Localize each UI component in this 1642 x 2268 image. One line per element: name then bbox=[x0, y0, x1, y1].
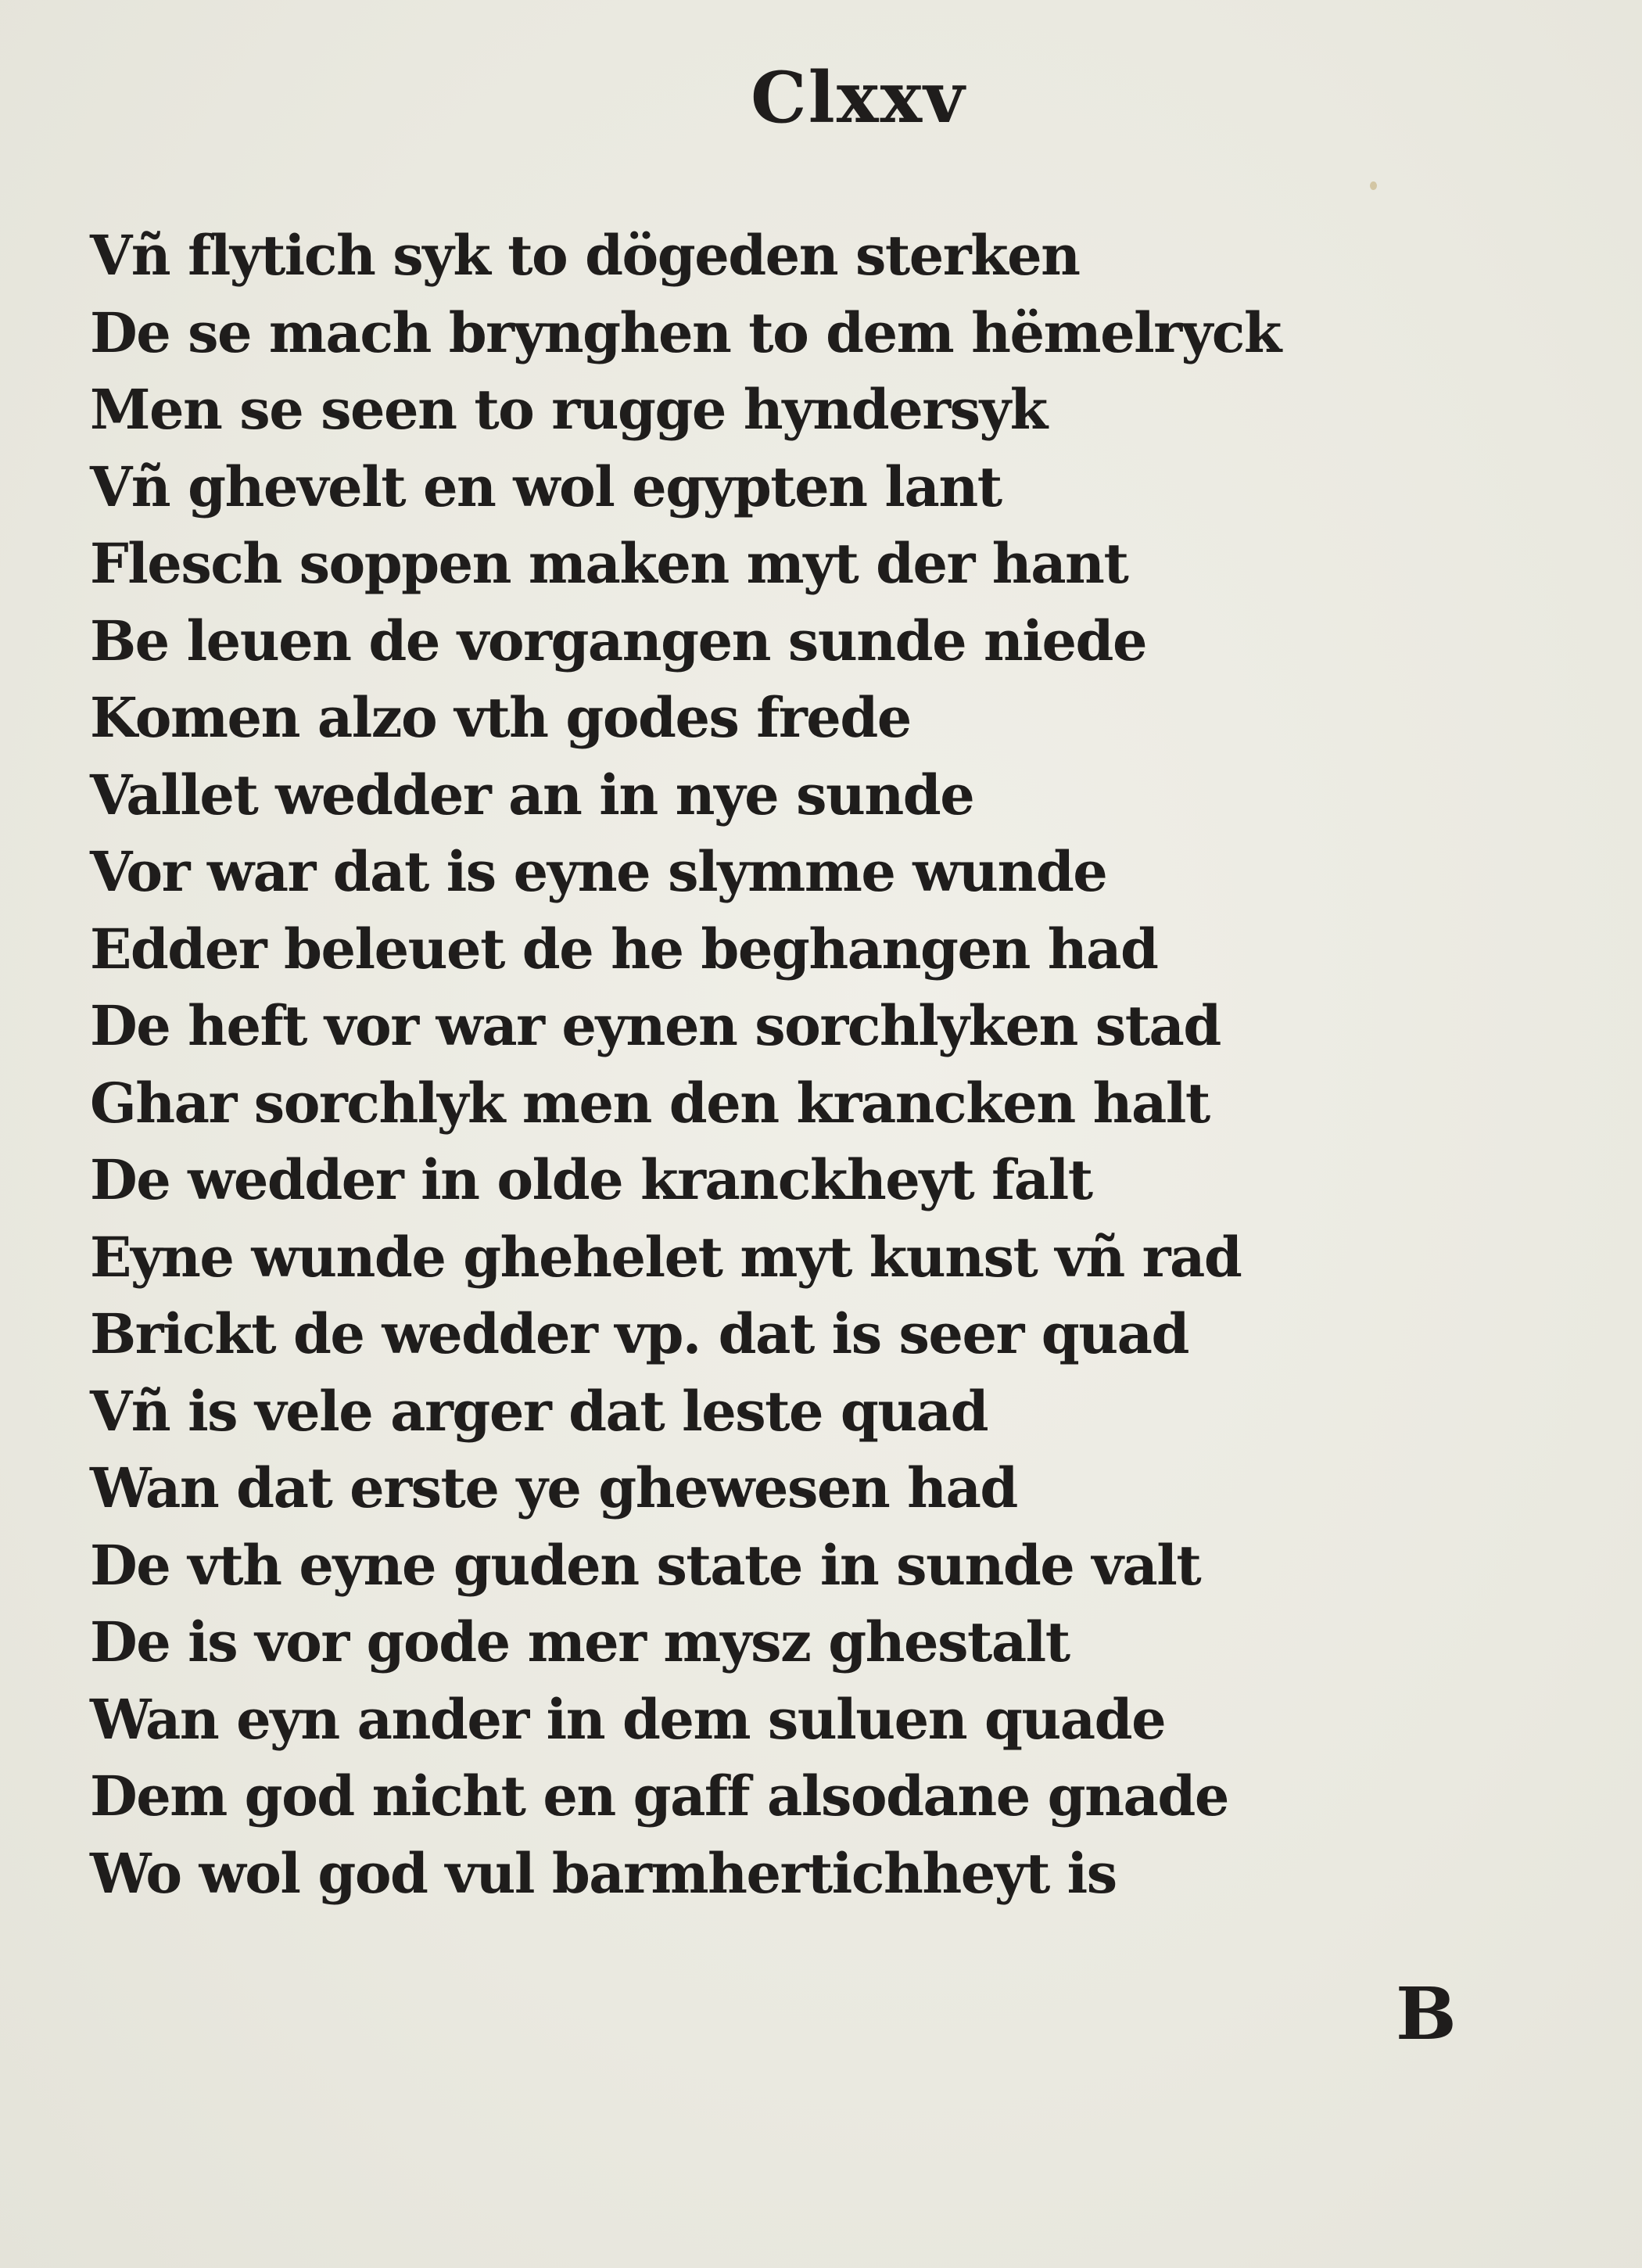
verse-line: Wan eyn ander in dem suluen quade bbox=[90, 1686, 1166, 1752]
verse-line: Vñ flytich syk to dögeden sterken bbox=[90, 223, 1080, 288]
verse-line: Brickt de wedder vp. dat is seer quad bbox=[90, 1301, 1188, 1366]
verse-line: Wo wol god vul barmhertichheyt is bbox=[90, 1840, 1117, 1906]
verse-line: Vñ ghevelt en wol egypten lant bbox=[90, 454, 1002, 519]
folio-number: Clxxv bbox=[751, 56, 966, 139]
verse-line: Vallet wedder an in nye sunde bbox=[90, 762, 974, 827]
verse-line: Komen alzo vth godes frede bbox=[90, 685, 911, 750]
verse-line: Eyne wunde ghehelet myt kunst vñ rad bbox=[90, 1224, 1242, 1290]
paper-speck bbox=[1370, 181, 1377, 190]
verse-line: Edder beleuet de he beghangen had bbox=[90, 916, 1158, 981]
verse-line: Ghar sorchlyk men den krancken halt bbox=[90, 1070, 1210, 1136]
verse-text bbox=[90, 217, 1281, 1912]
verse-line: De heft vor war eynen sorchlyken stad bbox=[90, 993, 1221, 1058]
verse-line: Men se seen to rugge hyndersyk bbox=[90, 377, 1047, 442]
verse-line: Wan dat erste ye ghewesen had bbox=[90, 1455, 1017, 1520]
verse-line: De vth eyne guden state in sunde valt bbox=[90, 1532, 1201, 1598]
verse-line: Vor war dat is eyne slymme wunde bbox=[90, 839, 1107, 904]
verse-line: Be leuen de vorgangen sunde niede bbox=[90, 608, 1146, 673]
verse-line: De se mach brynghen to dem hëmelryck bbox=[90, 300, 1281, 365]
signature-mark: B bbox=[1396, 1972, 1457, 2056]
verse-line: De is vor gode mer mysz ghestalt bbox=[90, 1609, 1070, 1674]
verse-line: Vñ is vele arger dat leste quad bbox=[90, 1378, 988, 1444]
verse-line: Dem god nicht en gaff alsodane gnade bbox=[90, 1764, 1228, 1828]
verse-line: De wedder in olde kranckheyt falt bbox=[90, 1147, 1092, 1212]
verse-line: Flesch soppen maken myt der hant bbox=[90, 531, 1128, 596]
